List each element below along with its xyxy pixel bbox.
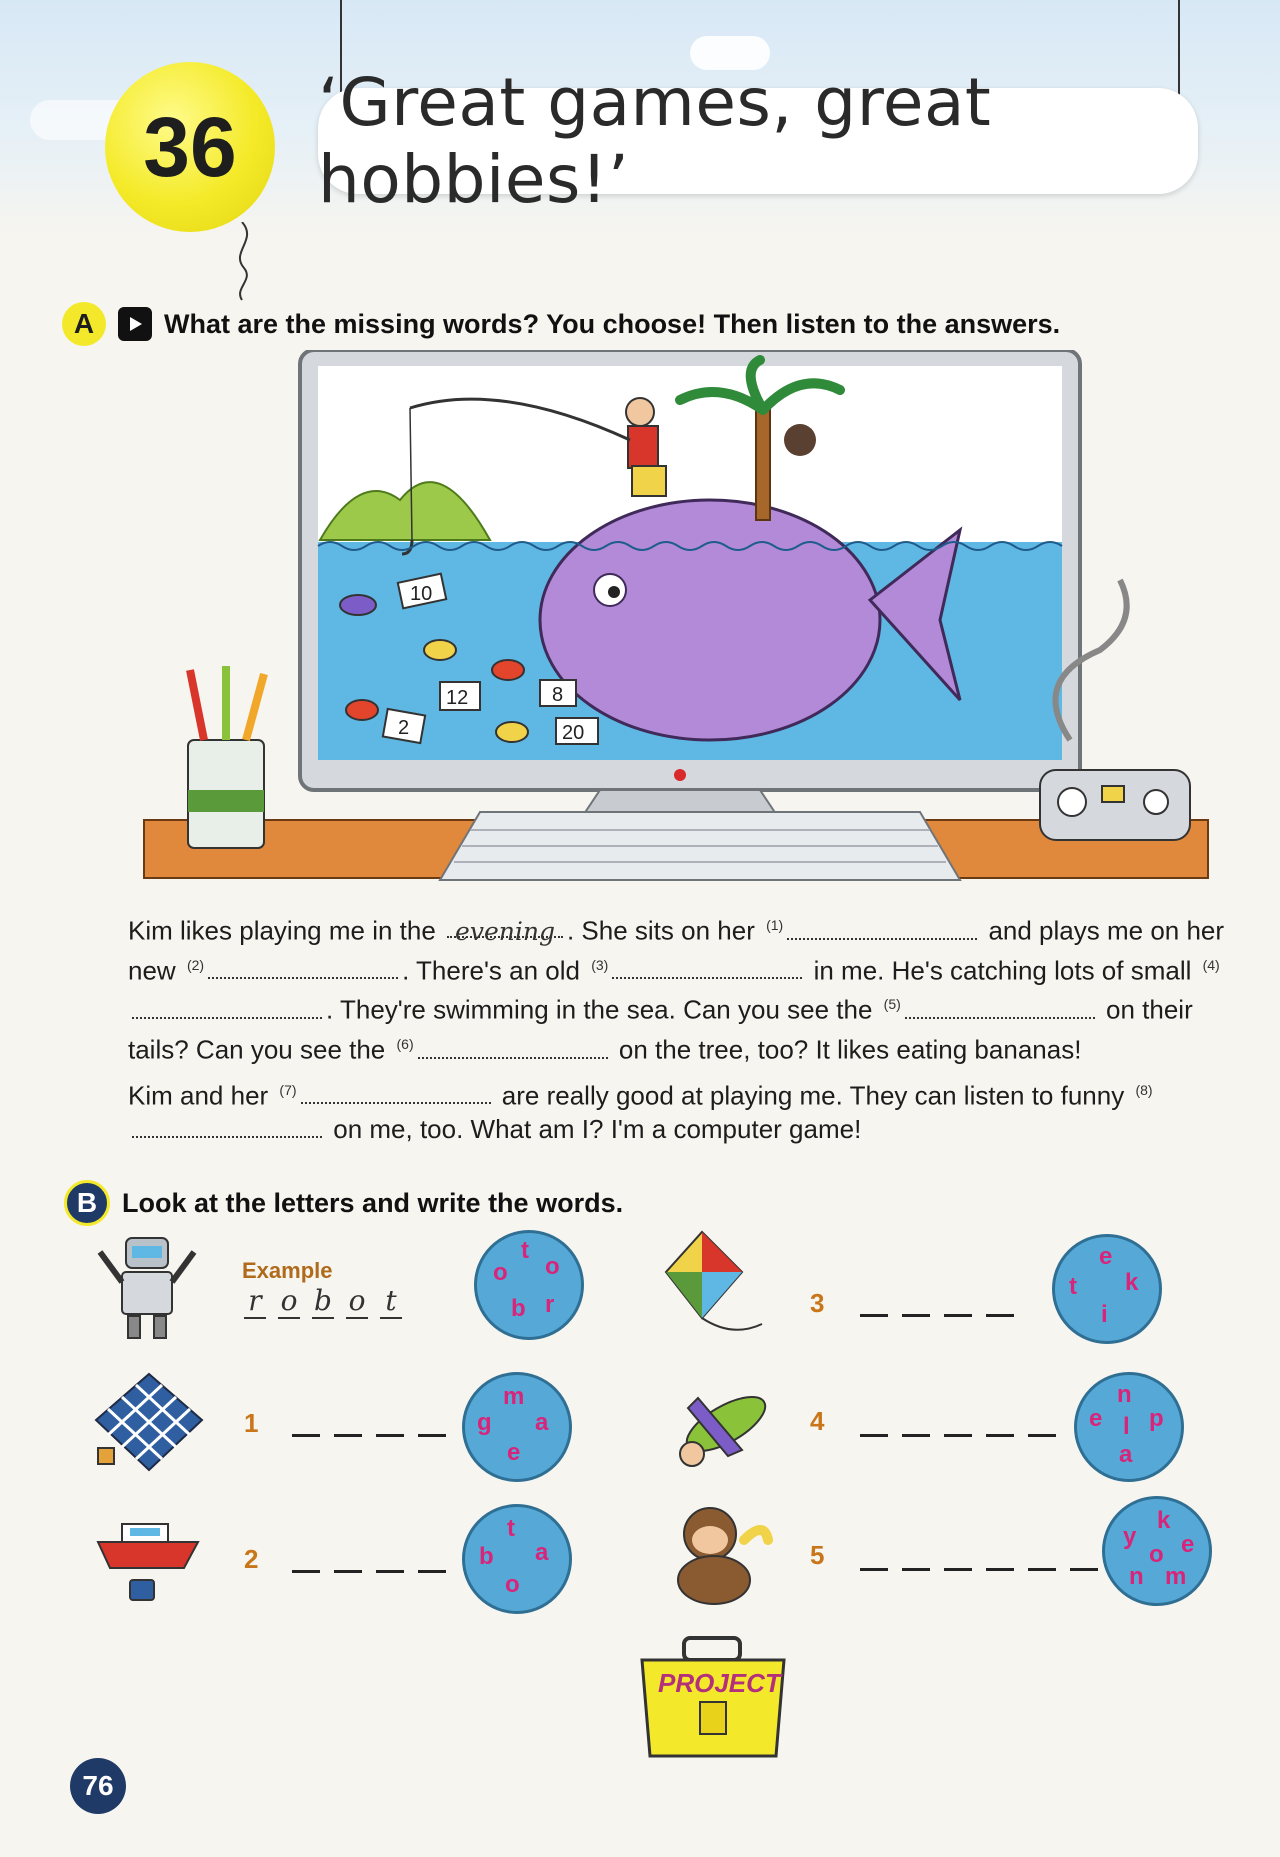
- example-blank: [447, 914, 563, 946]
- item-number: 3: [810, 1288, 825, 1318]
- section-a-header: [62, 302, 1060, 346]
- fish-tag-number: 12: [446, 687, 469, 709]
- passage-text: are really good at playing me. They can listen to funny: [501, 1080, 1125, 1111]
- circle-letter: e: [507, 1439, 521, 1466]
- blank-number: (2): [186, 956, 205, 973]
- blank-number: (3): [591, 956, 609, 973]
- robot-icon: [92, 1232, 202, 1344]
- toy-plane-icon: [668, 1368, 780, 1480]
- page-number: [70, 1758, 126, 1814]
- passage-text: on me, too. What am I? I'm a computer game!: [333, 1114, 862, 1145]
- answer-blank-6[interactable]: [418, 1035, 608, 1059]
- letter-circle-example: [474, 1230, 584, 1340]
- unit-number-balloon: [105, 62, 275, 232]
- project-label: PROJECT: [658, 1668, 781, 1698]
- fisherman-icon: [626, 398, 654, 426]
- fish-tag-number: 20: [562, 722, 585, 744]
- answer-blank-8[interactable]: [132, 1114, 322, 1138]
- circle-letter: t: [521, 1237, 529, 1264]
- item-number: 5: [810, 1540, 825, 1570]
- page-number-text: 76: [82, 1770, 114, 1801]
- blank-number: (8): [1135, 1081, 1153, 1098]
- fish-tag-number: 2: [398, 717, 410, 739]
- circle-letter: o: [1149, 1541, 1164, 1568]
- item-number: 4: [810, 1406, 825, 1436]
- blank-number: (7): [279, 1081, 297, 1098]
- circle-letter: b: [511, 1295, 526, 1322]
- answer-blank-7[interactable]: [301, 1080, 491, 1104]
- circle-letter: m: [1165, 1563, 1187, 1590]
- circle-letter: o: [505, 1571, 520, 1598]
- passage-text: Kim and her: [128, 1080, 269, 1111]
- passage-text: . They're swimming in the sea. Can you see the: [326, 994, 873, 1025]
- passage-text: in me. He's catching lots of small: [813, 955, 1192, 986]
- example-letter: o: [278, 1284, 300, 1319]
- letter-circle-5: [1102, 1496, 1212, 1606]
- chess-board-icon: [92, 1370, 206, 1474]
- section-a-passage: [128, 908, 1238, 1152]
- answer-blank-5[interactable]: [905, 995, 1095, 1019]
- answer-line-1[interactable]: [292, 1432, 446, 1437]
- example-letter: t: [380, 1284, 402, 1319]
- answer-line-4[interactable]: [860, 1432, 1056, 1437]
- unit-number: 36: [143, 99, 237, 194]
- answer-blank-2[interactable]: [208, 955, 398, 979]
- section-a-instruction: What are the missing words? You choose! Then listen to the answers.: [164, 308, 1061, 339]
- circle-letter: a: [535, 1409, 549, 1436]
- answer-blank-4[interactable]: [132, 995, 322, 1019]
- whale-icon: [540, 500, 880, 740]
- letter-circle-2: [462, 1504, 572, 1614]
- circle-letter: g: [477, 1409, 492, 1436]
- circle-letter: t: [507, 1515, 515, 1542]
- circle-letter: m: [503, 1383, 525, 1410]
- circle-letter: y: [1123, 1523, 1137, 1550]
- circle-letter: e: [1181, 1531, 1195, 1558]
- circle-letter: r: [545, 1291, 555, 1318]
- passage-text: and plays me on her new: [128, 915, 1225, 986]
- power-light-icon: [674, 769, 686, 781]
- circle-letter: n: [1129, 1563, 1144, 1590]
- blank-number: (4): [1202, 956, 1220, 973]
- circle-letter: e: [1089, 1405, 1103, 1432]
- answer-blank-3[interactable]: [612, 955, 802, 979]
- project-briefcase-icon: [628, 1632, 798, 1762]
- pencil-icon: [190, 670, 204, 740]
- item-number: 1: [244, 1408, 259, 1438]
- section-a-badge: A: [62, 302, 106, 346]
- toy-boat-icon: [94, 1502, 202, 1606]
- circle-letter: o: [545, 1253, 560, 1280]
- blank-number: (5): [883, 996, 901, 1013]
- balloon-string-icon: [228, 222, 268, 302]
- unit-title-text: ‘Great games, great hobbies!’: [318, 64, 992, 218]
- monkey-toy-icon: [664, 1500, 778, 1608]
- letter-circle-1: [462, 1372, 572, 1482]
- item-number: 2: [244, 1544, 259, 1574]
- example-letter: r: [244, 1284, 266, 1319]
- circle-letter: p: [1149, 1405, 1164, 1432]
- circle-letter: t: [1069, 1273, 1077, 1300]
- passage-paragraph-2: [128, 1073, 1238, 1147]
- passage-text: . She sits on her: [566, 915, 755, 946]
- passage-paragraph-1: [128, 908, 1238, 1067]
- unit-title: [318, 64, 1198, 218]
- palm-tree-icon: [756, 410, 770, 520]
- blank-number: (6): [396, 1035, 414, 1052]
- circle-letter: a: [1119, 1441, 1133, 1468]
- example-label: Example: [242, 1258, 333, 1283]
- passage-text: on their tails? Can you see the: [128, 994, 1193, 1065]
- monkey-icon: [784, 424, 816, 456]
- section-b-badge: B: [64, 1180, 110, 1226]
- example-letter: b: [312, 1284, 334, 1319]
- passage-text: on the tree, too? It likes eating bananas!: [618, 1034, 1082, 1065]
- circle-letter: k: [1125, 1269, 1139, 1296]
- blank-number: (1): [766, 917, 784, 933]
- letter-circle-3: [1052, 1234, 1162, 1344]
- circle-letter: a: [535, 1539, 549, 1566]
- fish-tag-number: 8: [552, 684, 564, 706]
- kite-icon: [662, 1228, 778, 1340]
- example-answer: evening: [455, 916, 555, 946]
- passage-text: . There's an old: [402, 955, 580, 986]
- section-b-header: [64, 1180, 623, 1226]
- circle-letter: k: [1157, 1507, 1171, 1534]
- section-b-instruction: Look at the letters and write the words.: [122, 1187, 624, 1218]
- circle-letter: n: [1117, 1381, 1132, 1408]
- computer-game-illustration: [140, 350, 1220, 890]
- example-letter: o: [346, 1284, 368, 1319]
- circle-letter: o: [493, 1259, 508, 1286]
- fish-tag-number: 10: [410, 583, 433, 605]
- passage-text: Kim likes playing me in the: [128, 915, 436, 946]
- letter-circle-4: [1074, 1372, 1184, 1482]
- answer-line-5[interactable]: [860, 1566, 1098, 1571]
- example-answer-word: [244, 1284, 402, 1319]
- circle-letter: l: [1123, 1413, 1130, 1440]
- answer-line-2[interactable]: [292, 1568, 446, 1573]
- answer-line-3[interactable]: [860, 1312, 1014, 1317]
- circle-letter: i: [1101, 1301, 1108, 1328]
- circle-letter: b: [479, 1543, 494, 1570]
- answer-blank-1[interactable]: [787, 916, 977, 940]
- circle-letter: e: [1099, 1243, 1113, 1270]
- pencil-icon: [246, 674, 264, 740]
- audio-play-icon[interactable]: [118, 307, 152, 341]
